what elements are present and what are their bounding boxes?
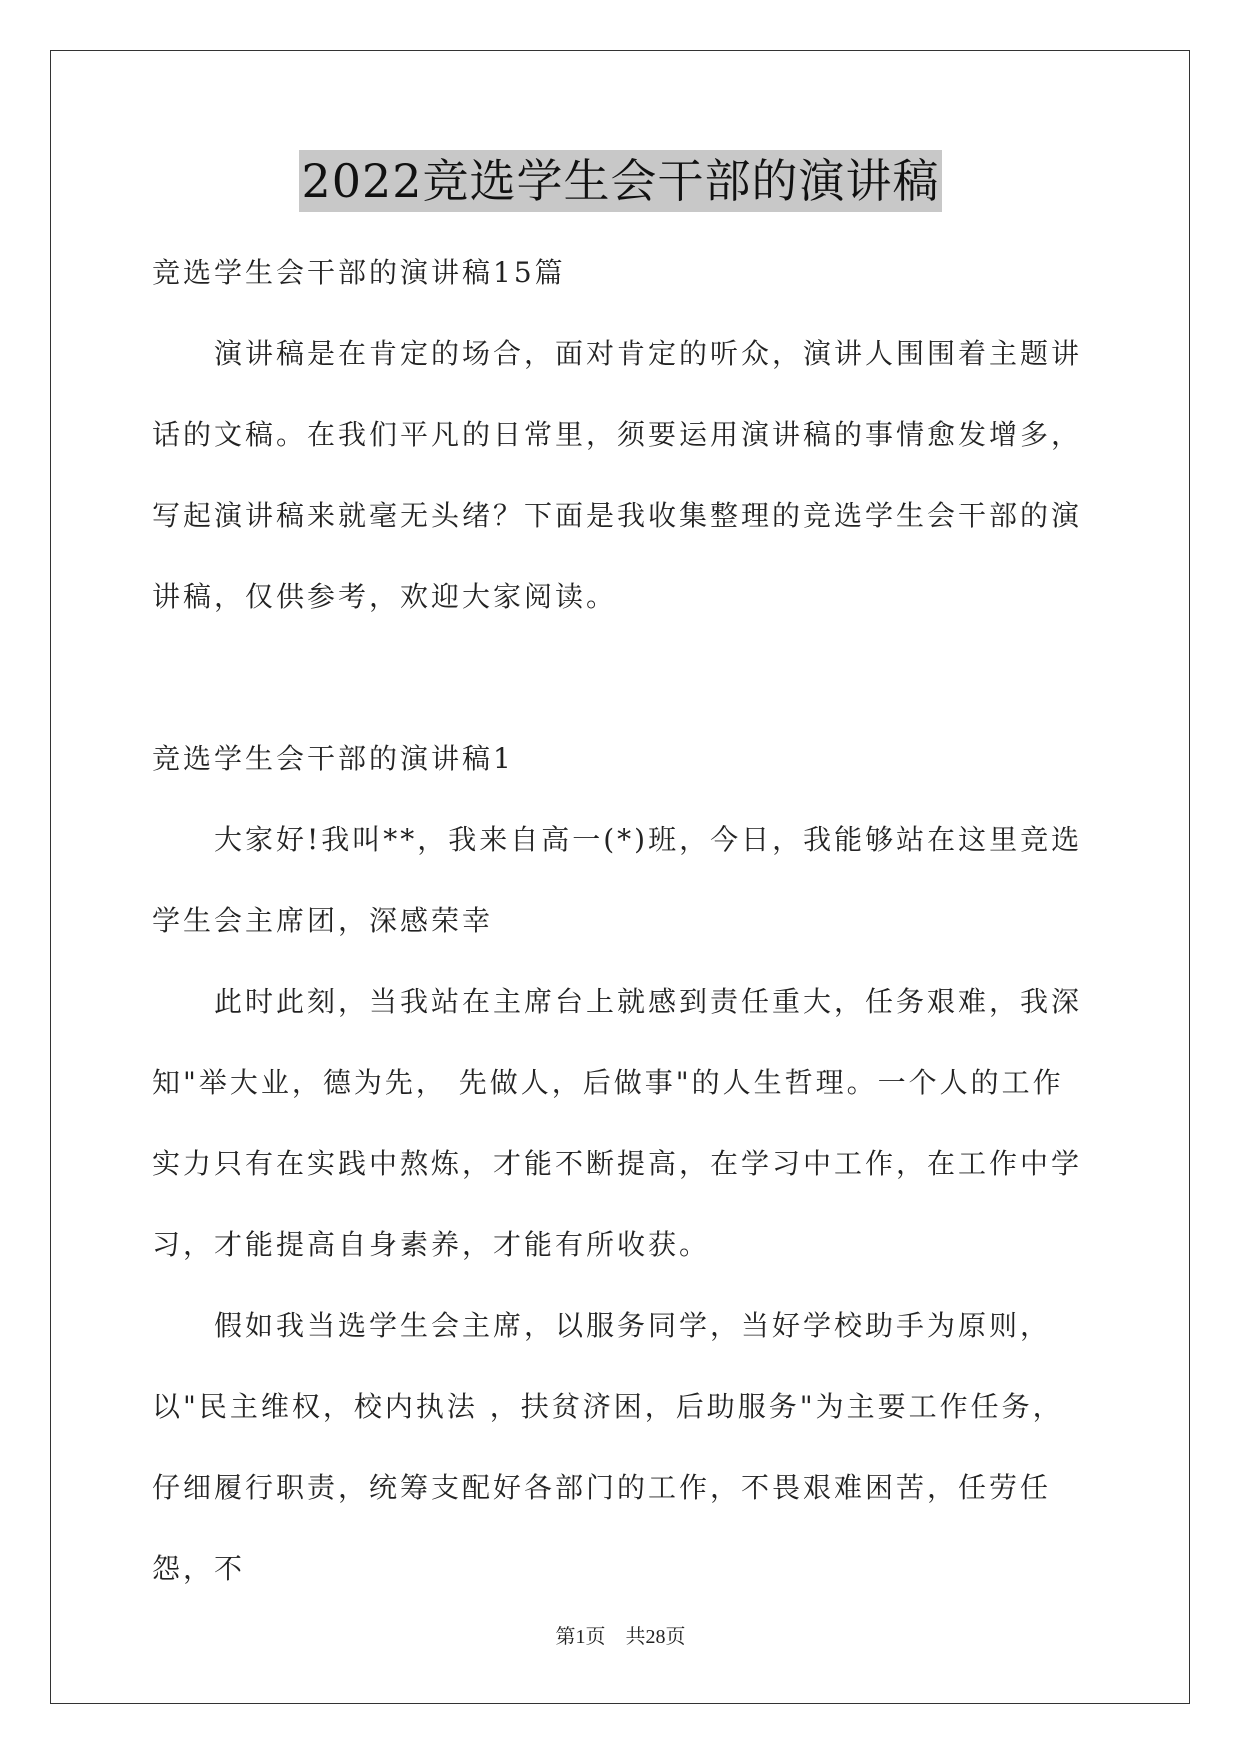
page-number: 第1页 — [555, 1626, 606, 1648]
section-spacer — [152, 637, 1092, 718]
page-total: 共28页 — [625, 1626, 686, 1648]
document-body — [152, 232, 1092, 1609]
intro-paragraph: 演讲稿是在肯定的场合，面对肯定的听众，演讲人围围着主题讲话的文稿。在我们平凡的日常里，须要运用演讲稿的事情愈发增多，写起演讲稿来就毫无头绪？下面是我收集整理的竞选学生会干部的演讲稿，仅供参考，欢迎大家阅读。 — [152, 337, 1083, 613]
page-footer — [0, 1620, 1241, 1649]
paragraph-1: 大家好!我叫**，我来自高一(*)班，今日，我能够站在这里竞选学生会主席团，深感荣幸 — [152, 823, 1083, 937]
paragraph-2: 此时此刻，当我站在主席台上就感到责任重大，任务艰难，我深知"举大业，德为先， 先做人，后做事"的人生哲理。一个人的工作实力只有在实践中熬炼，才能不断提高，在学习中工作，在工作中学习，才能提高自身素养，才能有所收获。 — [152, 985, 1083, 1261]
document-subtitle: 竞选学生会干部的演讲稿15篇 — [152, 256, 566, 289]
section-heading: 竞选学生会干部的演讲稿1 — [152, 742, 514, 775]
document-title: 2022竞选学生会干部的演讲稿 — [299, 150, 941, 212]
title-container — [0, 150, 1241, 212]
paragraph-3: 假如我当选学生会主席，以服务同学，当好学校助手为原则，以"民主维权，校内执法 ，扶贫济困，后助服务"为主要工作任务，仔细履行职责，统筹支配好各部门的工作，不畏艰难困苦，任劳任怨，不 — [152, 1309, 1064, 1585]
